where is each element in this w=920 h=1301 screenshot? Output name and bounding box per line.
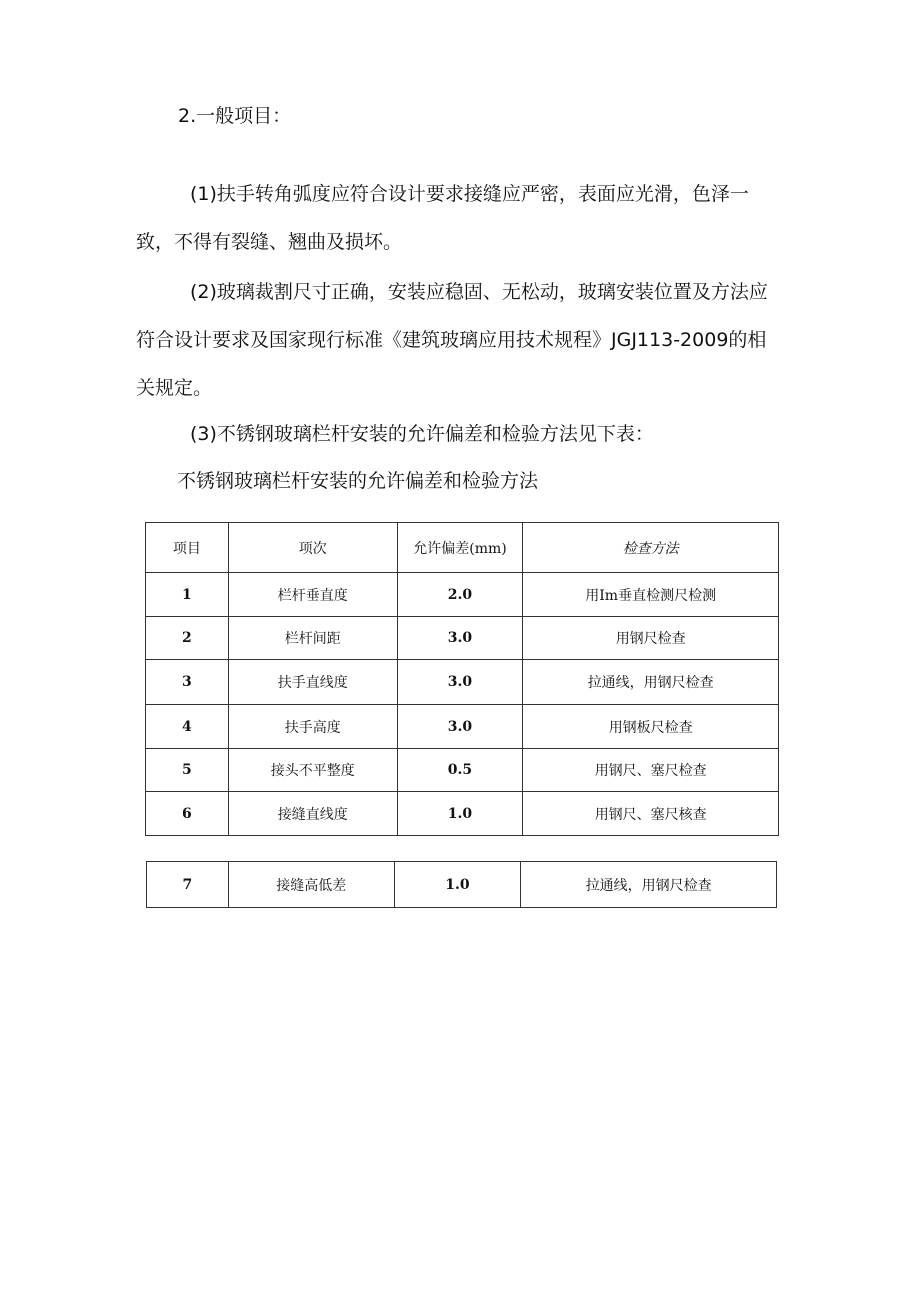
row-number: 1 — [146, 573, 229, 617]
header-method: 检查方法 — [523, 523, 779, 573]
row-method: 用Im垂直检测尺检测 — [523, 573, 779, 617]
row-item: 栏杆垂直度 — [228, 573, 397, 617]
tolerance-table — [145, 522, 779, 836]
row-number: 6 — [146, 792, 229, 836]
paragraph-1: (1)扶手转角弧度应符合设计要求接缝应严密，表面应光滑，色泽一致，不得有裂缝、翘曲及损坏。 — [136, 183, 749, 253]
row-method: 用钢尺、塞尺核查 — [523, 792, 779, 836]
row-tolerance: 2.0 — [397, 573, 523, 617]
paragraph-2: (2)玻璃裁割尺寸正确，安装应稳固、无松动，玻璃安装位置及方法应符合设计要求及国家现行标准《建筑玻璃应用技术规程》JGJ113-2009的相关规定。 — [136, 281, 768, 399]
row-item: 接头不平整度 — [228, 749, 397, 792]
header-item: 项目 — [146, 523, 229, 573]
row-method: 拉通线，用钢尺检查 — [523, 660, 779, 705]
section-heading: 2.一般项目： — [178, 105, 292, 127]
row-tolerance: 3.0 — [397, 617, 523, 660]
row-tolerance: 1.0 — [394, 862, 521, 908]
row-number: 3 — [146, 660, 229, 705]
row-tolerance: 3.0 — [397, 705, 523, 749]
row-item: 扶手高度 — [228, 705, 397, 749]
row-number: 4 — [146, 705, 229, 749]
row-tolerance: 0.5 — [397, 749, 523, 792]
table-row — [146, 705, 779, 749]
row-number: 7 — [147, 862, 229, 908]
row-method: 用钢尺、塞尺检查 — [523, 749, 779, 792]
tolerance-table-continued — [146, 861, 777, 908]
row-tolerance: 1.0 — [397, 792, 523, 836]
table-row — [146, 660, 779, 705]
row-item: 接缝直线度 — [228, 792, 397, 836]
table-row — [147, 862, 777, 908]
table-row — [146, 792, 779, 836]
row-item: 接缝高低差 — [228, 862, 394, 908]
row-item: 扶手直线度 — [228, 660, 397, 705]
row-method: 拉通线，用钢尺检查 — [521, 862, 777, 908]
table-row — [146, 617, 779, 660]
header-sequence: 项次 — [228, 523, 397, 573]
paragraph-3: (3)不锈钢玻璃栏杆安装的允许偏差和检验方法见下表： — [190, 423, 654, 445]
table-row — [146, 749, 779, 792]
table-row — [146, 573, 779, 617]
row-number: 5 — [146, 749, 229, 792]
header-tolerance: 允许偏差(mm) — [397, 523, 523, 573]
row-method: 用钢尺检查 — [523, 617, 779, 660]
row-tolerance: 3.0 — [397, 660, 523, 705]
table-header-row — [146, 523, 779, 573]
row-number: 2 — [146, 617, 229, 660]
row-method: 用钢板尺检查 — [523, 705, 779, 749]
table-title: 不锈钢玻璃栏杆安装的允许偏差和检验方法 — [177, 470, 539, 492]
row-item: 栏杆间距 — [228, 617, 397, 660]
